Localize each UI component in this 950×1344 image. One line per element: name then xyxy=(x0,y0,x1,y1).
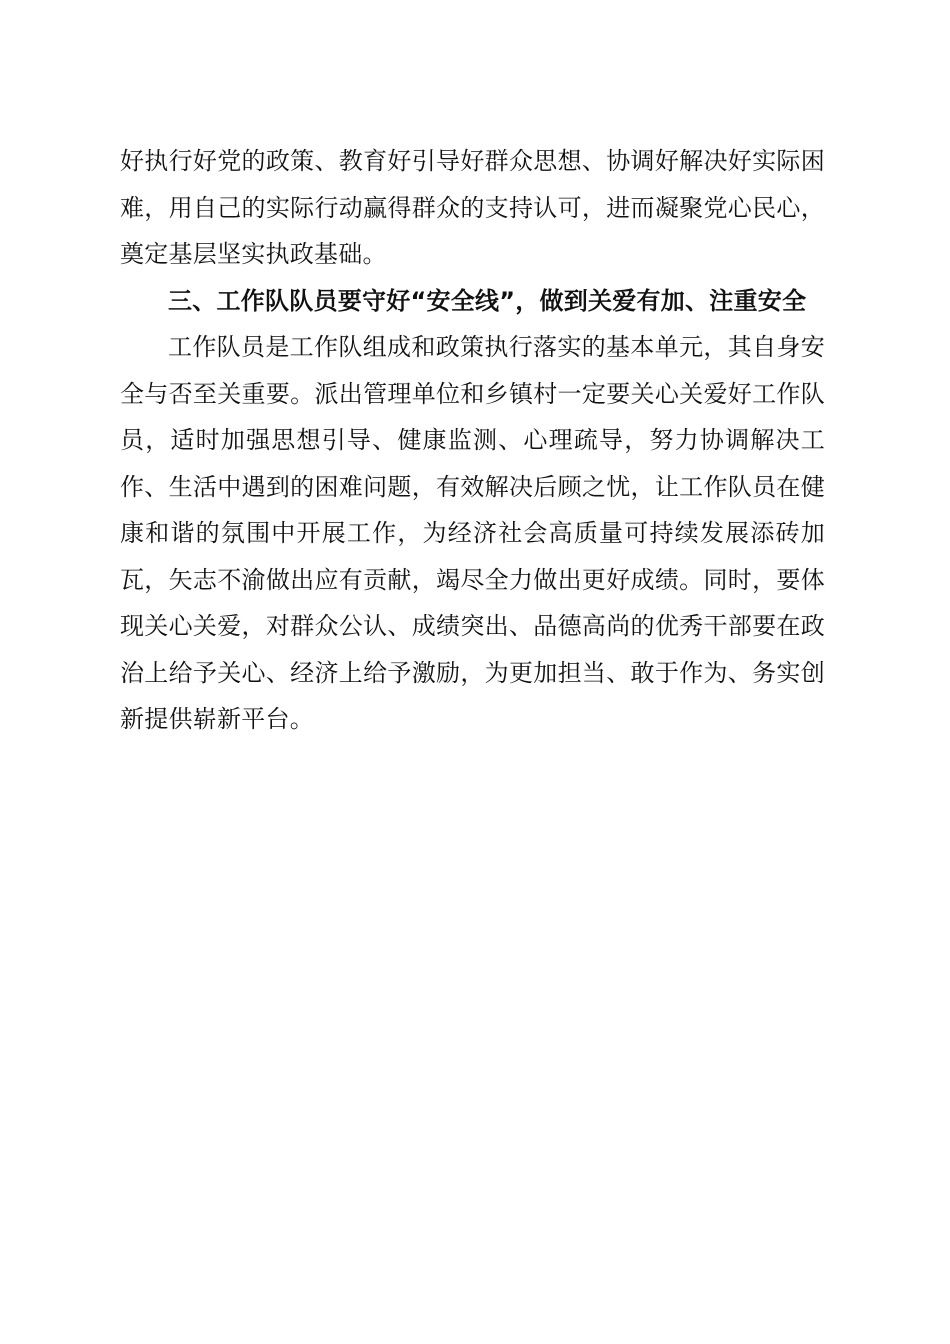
continued-paragraph: 好执行好党的政策、教育好引导好群众思想、协调好解决好实际困难，用自己的实际行动赢得群众的支持认可，进而凝聚党心民心，奠定基层坚实执政基础。 xyxy=(120,147,825,268)
section-paragraph: 工作队员是工作队组成和政策执行落实的基本单元，其自身安全与否至关重要。派出管理单位和乡镇村一定要关心关爱好工作队员，适时加强思想引导、健康监测、心理疏导，努力协调解决工作、生活中遇到的困难问题，有效解决后顾之忧，让工作队员在健康和谐的氛围中开展工作，为经济社会高质量可持续发展添砖加瓦，矢志不渝做出应有贡献，竭尽全力做出更好成绩。同时，要体现关心关爱，对群众公认、成绩突出、品德高尚的优秀干部要在政治上给予关心、经济上给予激励，为更加担当、敢于作为、务实创新提供崭新平台。 xyxy=(120,333,825,733)
section-heading: 三、工作队队员要守好“安全线”，做到关爱有加、注重安全 xyxy=(168,286,807,315)
document-page xyxy=(120,138,825,743)
